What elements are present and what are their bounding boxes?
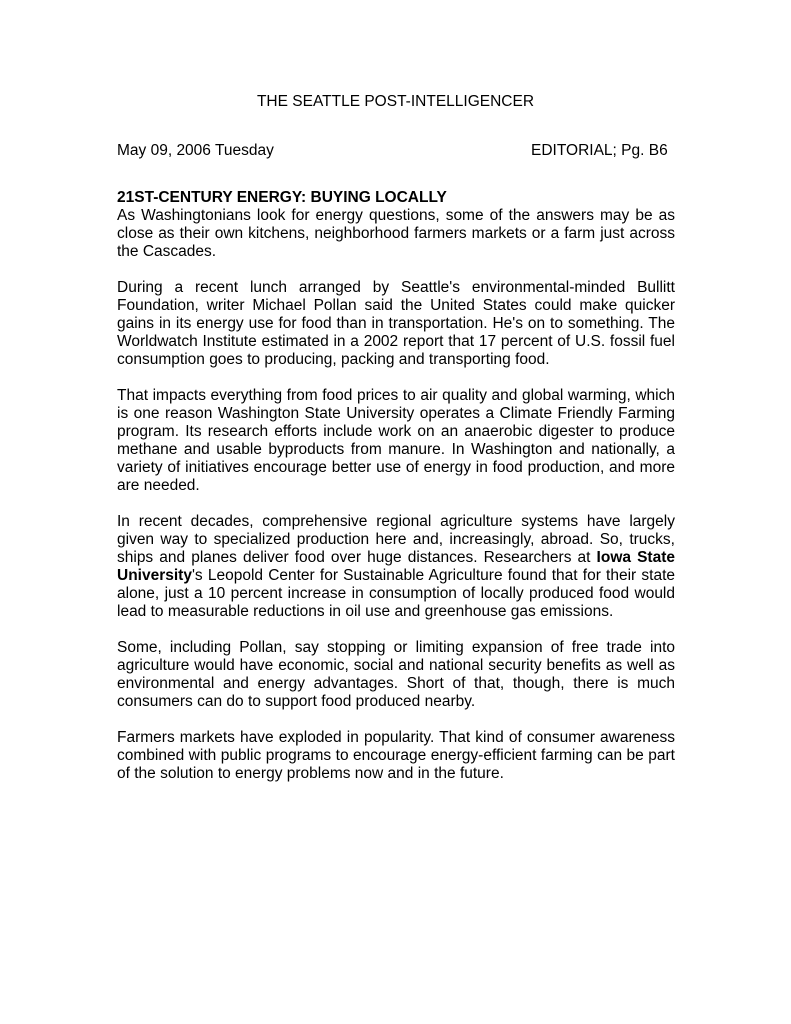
section-page: EDITORIAL; Pg. B6 <box>531 142 668 159</box>
text-line: methane and usable byproducts from manure. In Washington and nationally, a <box>117 441 675 458</box>
text-line <box>117 549 675 567</box>
text-line: Some, including Pollan, say stopping or limiting expansion of free trade into <box>117 639 675 656</box>
bold-term: Iowa State <box>596 549 675 566</box>
text-line: are needed. <box>117 477 200 494</box>
text-line: the Cascades. <box>117 243 217 260</box>
text-line: combined with public programs to encourage energy-efficient farming can be part <box>117 747 675 764</box>
text-line: variety of initiatives encourage better use of energy in food production, and more <box>117 459 675 476</box>
text-line: Farmers markets have exploded in popularity. That kind of consumer awareness <box>117 729 675 746</box>
text-line: given way to specialized production here and, increasingly, abroad. So, trucks, <box>117 531 675 548</box>
text-line: is one reason Washington State University operates a Climate Friendly Farming <box>117 405 675 422</box>
text-line: consumers can do to support food produced nearby. <box>117 693 476 710</box>
text-line: consumption goes to producing, packing and transporting food. <box>117 351 550 368</box>
text-line: close as their own kitchens, neighborhood farmers markets or a farm just across <box>117 225 675 242</box>
paragraph-6 <box>117 729 675 783</box>
text-line <box>117 567 675 585</box>
text-line: alone, just a 10 percent increase in consumption of locally produced food would <box>117 585 675 602</box>
text-line: environmental and energy advantages. Short of that, though, there is much <box>117 675 675 692</box>
text-span: 's Leopold Center for Sustainable Agriculture found that for their state <box>191 567 675 584</box>
text-line: As Washingtonians look for energy questions, some of the answers may be as <box>117 207 675 224</box>
publication-date: May 09, 2006 Tuesday <box>117 142 274 159</box>
text-line: That impacts everything from food prices to air quality and global warming, which <box>117 387 675 404</box>
text-line: Worldwatch Institute estimated in a 2002 report that 17 percent of U.S. fossil fuel <box>117 333 675 350</box>
text-line: Foundation, writer Michael Pollan said the United States could make quicker <box>117 297 675 314</box>
text-line: agriculture would have economic, social and national security benefits as well as <box>117 657 675 674</box>
text-line: During a recent lunch arranged by Seattle's environmental-minded Bullitt <box>117 279 675 296</box>
paragraph-2 <box>117 279 675 369</box>
text-line: In recent decades, comprehensive regional agriculture systems have largely <box>117 513 675 530</box>
article-body <box>117 189 675 801</box>
paragraph-4 <box>117 513 675 621</box>
paragraph-3 <box>117 387 675 495</box>
text-line: lead to measurable reductions in oil use and greenhouse gas emissions. <box>117 603 614 620</box>
bold-term: University <box>117 567 192 584</box>
text-line: program. Its research efforts include work on an anaerobic digester to produce <box>117 423 675 440</box>
text-line: of the solution to energy problems now and in the future. <box>117 765 504 782</box>
paragraph-1 <box>117 207 675 261</box>
paragraph-5 <box>117 639 675 711</box>
article-headline: 21ST-CENTURY ENERGY: BUYING LOCALLY <box>117 189 447 206</box>
publication-name: THE SEATTLE POST-INTELLIGENCER <box>256 93 535 110</box>
text-span: ships and planes deliver food over huge distances. Researchers at <box>117 549 597 566</box>
text-line: gains in its energy use for food than in transportation. He's on to something. The <box>117 315 675 332</box>
